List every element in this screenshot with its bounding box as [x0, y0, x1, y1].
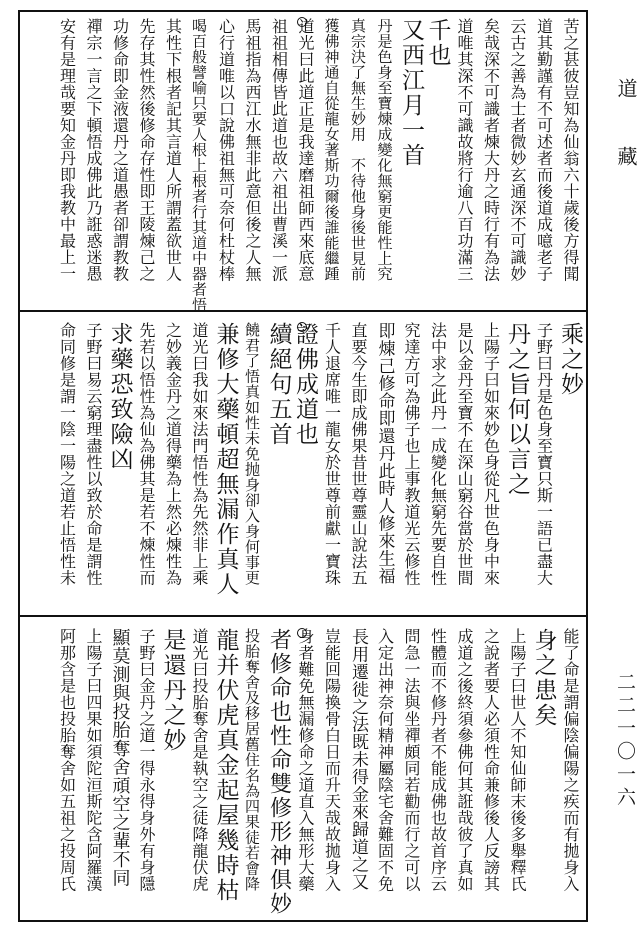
text-column: 苦之甚彼豈知為仙翁六十歲後方得聞	[561, 18, 580, 282]
text-column: 直要今生即成佛果昔世尊靈山說法五	[349, 322, 368, 586]
panel-divider-lower	[18, 615, 588, 617]
text-column: 求藥恐致險凶	[106, 322, 133, 472]
text-column: 其性下根者記其言道人所謂蓋欲世人	[163, 18, 183, 282]
text-column: 安有是理哉要知金丹即我教中最上一	[57, 18, 77, 282]
text-column: 千人退席唯一龍女於世尊前獻一寶珠	[322, 322, 342, 586]
text-column: 饒君了悟真如性未免抛身卻入身何事更	[243, 322, 261, 586]
text-column: 入定出神奈何精神屬陰宅舍難固不免	[375, 628, 395, 892]
text-column: 道唯其深不可識故將行逾八百功滿三	[455, 18, 474, 282]
text-column: 禪宗一言之下頓悟成佛此乃誑惑迷愚	[84, 18, 103, 282]
text-column: 性體而不修丹者不能成佛也故首序云	[428, 628, 448, 892]
text-column: 成道之後終須參佛何其誑哉彼了真如	[455, 628, 474, 892]
text-column: 獲佛神通自從龍女著斯功爾後誰能繼踵	[322, 18, 341, 282]
text-column: 阿那含是也投胎奪舍如五祖之投周氏	[57, 628, 77, 892]
text-column: 道光曰我如來法門悟性為先然非上乘	[190, 322, 209, 586]
text-column: 之說者要人必須性命兼修後人反謗其	[481, 628, 501, 892]
text-column: 馬祖指為西江水無非此意但後之人無	[243, 18, 262, 282]
text-column: 究達方可為佛子也上事教道光云修性	[402, 322, 421, 586]
text-column: 法中求之此丹一成變化無窮先要自性	[428, 322, 448, 586]
text-column: 喝百般譬喻只要人根上根者行其道中器者悟	[190, 18, 208, 313]
text-column: 丹之旨何以言之	[504, 322, 530, 497]
text-column: 道其勤謹有不可述者而後道成噫老子	[534, 18, 554, 282]
text-column: 子野曰易云窮理盡性以致於命是謂性	[84, 322, 103, 586]
text-column: 子野曰丹是色身至寶只斯一語已盡大	[534, 322, 554, 586]
text-column: 龍并伏虎真金起屋幾時枯	[212, 628, 239, 903]
text-column: 功修命即金液還丹之道愚者卻謂教教	[110, 18, 130, 282]
text-column: 乘之妙	[557, 322, 583, 397]
margin-title-bottom: 藏	[614, 146, 638, 184]
text-column: 身之患矣	[530, 628, 557, 728]
margin-title-top: 道	[614, 78, 638, 116]
text-column: 顯莫測與投胎奪舍頑空之輩不同	[109, 628, 131, 887]
text-column: 之妙義金丹之道得藥為上然必煉性為	[163, 322, 183, 586]
text-column: 云古之善為士者微妙玄通深不可識妙	[508, 18, 527, 282]
text-column: 先若以悟性為仙為佛其是若不煉性而	[137, 322, 156, 586]
text-column: 子野曰金丹之道一得永得身外有身隱	[137, 628, 156, 892]
text-column: 命同修是謂一陰一陽之道若止悟性未	[57, 322, 77, 586]
margin-title	[612, 78, 640, 184]
text-column: 是還丹之妙	[159, 628, 186, 753]
text-column: 千也	[424, 18, 451, 68]
text-column: 豈能回陽換骨白日而升天哉故拋身入	[322, 628, 342, 892]
text-column: 上陽子曰四果如須陀洹斯陀含阿羅漢	[84, 628, 103, 892]
text-column: 證佛成道也	[292, 322, 318, 447]
text-column: 是以金丹至寶不在深山窮谷當於世間	[455, 322, 474, 586]
text-column: 續絕句五首	[265, 322, 292, 447]
text-column: 投胎奪舍及移居舊住名為四果徒若會降	[243, 628, 261, 892]
text-column: 上陽子曰世人不知仙師末後多舉釋氏	[508, 628, 527, 892]
text-column: 道光曰此道正是我達磨祖師西來底意	[296, 18, 315, 282]
text-column: 上陽子曰如來妙色身從凡世色身中來	[481, 322, 501, 586]
text-column: 者修命也性命雙修形神俱妙	[266, 628, 292, 916]
text-column: 身者難免無漏修命之道直入無形大藥	[296, 628, 315, 892]
text-column: 祖祖相傳皆此道也故六祖出曹溪一派	[269, 18, 289, 282]
text-column: 真宗決了無生妙用 不待他身後世見前	[349, 18, 367, 282]
text-column: 先存其性然後修命存性即王陵煉己之	[137, 18, 156, 282]
text-column: 丹是色身至寶煉成變化無窮更能性上究	[375, 18, 394, 282]
text-column: 矣哉深不可識者煉大丹之時行有為法	[481, 18, 501, 282]
text-column: 又西江月一首	[398, 18, 424, 168]
text-column: 問急一法與坐禪頗同若勸而行之可以	[402, 628, 421, 892]
text-column: 道光曰投胎奪舍是執空之徒降龍伏虎	[190, 628, 209, 892]
text-column: 心行道唯以口說佛祖無可奈何杜杖棒	[216, 18, 236, 282]
page-number: 二二一〇一六	[614, 672, 636, 810]
text-column: 能了命是謂偏陰偏陽之疾而有拋身入	[561, 628, 580, 892]
text-column: 兼修大藥頓超無漏作真人	[212, 322, 239, 597]
text-column: 即煉己修命即還丹此時人修來生福	[374, 322, 395, 585]
panel-divider-upper	[18, 310, 588, 312]
text-column: 長用遷徙之法既未得金來歸道之又	[348, 628, 368, 891]
